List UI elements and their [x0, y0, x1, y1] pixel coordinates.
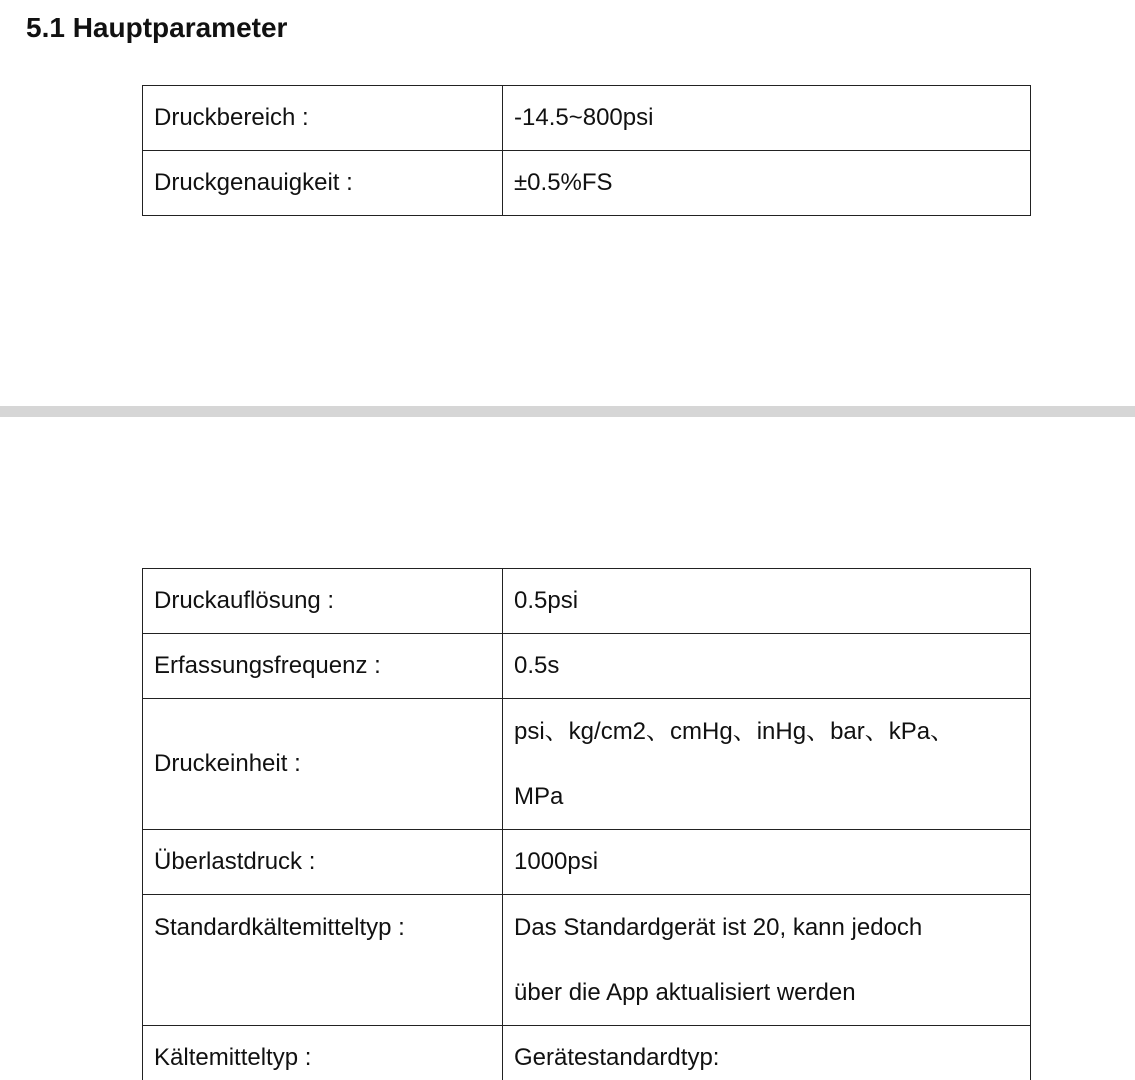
- parameter-value: 0.5psi: [503, 569, 1031, 634]
- table-row: [143, 895, 1031, 1026]
- parameter-value: 0.5s: [503, 634, 1031, 699]
- section-title: 5.1 Hauptparameter: [26, 12, 288, 43]
- parameter-label-line: Standardkältemitteltyp :: [154, 914, 405, 941]
- table-row: [143, 830, 1031, 895]
- table-row: [143, 1026, 1031, 1080]
- parameter-value-line: über die App aktualisiert werden: [514, 979, 856, 1006]
- parameter-label: Druckbereich :: [143, 86, 503, 151]
- table-row: [143, 634, 1031, 699]
- parameter-label: Druckauflösung :: [143, 569, 503, 634]
- parameter-label: Kältemitteltyp :: [143, 1026, 503, 1080]
- parameter-label: Druckeinheit :: [143, 699, 503, 830]
- parameter-label: Erfassungsfrequenz :: [143, 634, 503, 699]
- parameter-value: 1000psi: [503, 830, 1031, 895]
- parameter-label: Überlastdruck :: [143, 830, 503, 895]
- parameter-value: ±0.5%FS: [503, 151, 1031, 216]
- table-row: [143, 699, 1031, 830]
- parameter-table-page-1: [142, 85, 1031, 216]
- parameter-value-line: Das Standardgerät ist 20, kann jedoch: [514, 914, 923, 941]
- parameter-value-line: psi、kg/cm2、cmHg、inHg、bar、kPa、: [514, 718, 955, 745]
- table-row: [143, 151, 1031, 216]
- parameter-value: [503, 699, 1031, 830]
- page-separator: [0, 406, 1135, 417]
- table-row: [143, 86, 1031, 151]
- parameter-table-page-2: [142, 568, 1031, 1080]
- parameter-label: Druckgenauigkeit :: [143, 151, 503, 216]
- parameter-label: [143, 895, 503, 1026]
- table-row: [143, 569, 1031, 634]
- parameter-value: [503, 895, 1031, 1026]
- parameter-value: -14.5~800psi: [503, 86, 1031, 151]
- parameter-value: Gerätestandardtyp:: [503, 1026, 1031, 1080]
- parameter-value-line: MPa: [514, 783, 564, 810]
